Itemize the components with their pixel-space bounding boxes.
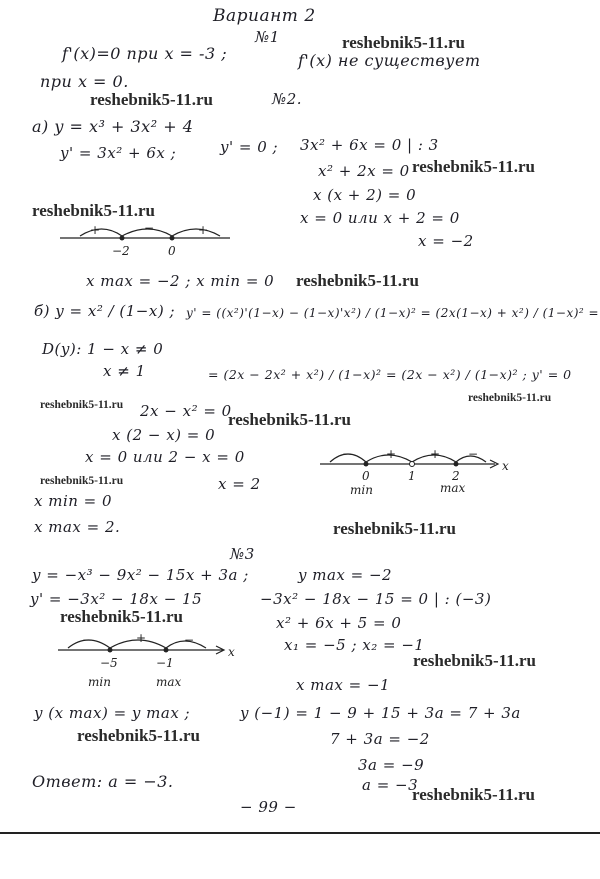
p2b-res1: x min = 0 [34,492,113,510]
p2b-res2: x max = 2. [34,518,121,536]
point [120,236,125,241]
max-label: max [156,675,182,689]
p2b-domain1: D(y): 1 − x ≠ 0 [42,340,164,358]
point [108,648,113,653]
point [364,462,369,467]
p3-calc2: 7 + 3a = −2 [330,730,430,748]
page-number: − 99 − [240,798,297,816]
point-label: 1 [408,469,416,483]
p2a-number-line [60,222,240,262]
axis-label: x [228,645,235,659]
sign: + [198,223,209,237]
p2b-eq2: x (2 − x) = 0 [112,426,216,444]
problem3-label: №3 [230,545,255,563]
p2b-simpl: = (2x − 2x² + x²) / (1−x)² = (2x − x²) / (1−x)² ; y' = 0 [208,367,572,382]
p3-calc4: a = −3 [362,776,419,794]
min-label: min [350,483,373,497]
watermark: reshebnik5-11.ru [333,519,456,538]
watermark: reshebnik5-11.ru [77,726,200,745]
p2b-header: б) y = x² / (1−x) ; [34,302,176,320]
p2a-zero: y' = 0 ; [220,138,279,156]
page-bottom-rule [0,832,600,834]
p2a-eq4: x = 0 или x + 2 = 0 [300,209,460,227]
p2a-eq3: x (x + 2) = 0 [313,186,417,204]
min-label: min [88,675,111,689]
watermark: reshebnik5-11.ru [412,785,535,804]
point [164,648,169,653]
p2a-eq5: x = −2 [418,232,474,250]
p2b-number-line [320,446,520,496]
sign: − [342,447,353,461]
point-label: 0 [168,244,176,258]
watermark: reshebnik5-11.ru [32,201,155,220]
sign: + [386,447,397,461]
watermark: reshebnik5-11.ru [228,410,351,429]
p3-calc1: y (−1) = 1 − 9 + 15 + 3a = 7 + 3a [240,704,521,722]
p2b-eq3: x = 0 или 2 − x = 0 [85,448,245,466]
p2b-deriv: y' = ((x²)'(1−x) − (1−x)'x²) / (1−x)² = (2x(1−x) + x²) / (1−x)² = [186,306,600,320]
point-label: −2 [112,244,130,258]
variant-title: Вариант 2 [213,6,316,26]
point-label: 2 [452,469,460,483]
watermark: reshebnik5-11.ru [40,475,124,487]
point [454,462,459,467]
p2b-eq1: 2x − x² = 0 [140,402,232,420]
watermark: reshebnik5-11.ru [413,651,536,670]
p3-xmax: x max = −1 [296,676,391,694]
p2b-eq4: x = 2 [218,475,261,493]
watermark: reshebnik5-11.ru [60,607,183,626]
p2a-eq2: x² + 2x = 0 [318,162,410,180]
axis-label: x [502,459,509,473]
p2a-eq1: 3x² + 6x = 0 | : 3 [300,136,439,154]
watermark: reshebnik5-11.ru [412,157,535,176]
p2a-deriv: y' = 3x² + 6x ; [60,144,177,162]
point-label: 0 [362,469,370,483]
watermark: reshebnik5-11.ru [342,33,465,52]
arc [80,229,122,236]
problem1-line2: при x = 0. [40,72,129,91]
arc [172,229,220,236]
point [170,236,175,241]
sign: + [430,447,441,461]
p2a-header: а) y = x³ + 3x² + 4 [32,117,194,136]
p3-roots: x₁ = −5 ; x₂ = −1 [284,636,425,654]
p3-calc3: 3a = −9 [358,756,425,774]
point-label: −5 [100,656,118,670]
p3-eq1: −3x² − 18x − 15 = 0 | : (−3) [260,590,492,608]
p3-ymax: y max = −2 [298,566,393,584]
p3-eq2: x² + 6x + 5 = 0 [276,614,402,632]
sign: + [90,223,101,237]
problem1-label: №1 [255,28,280,46]
sign: − [468,447,479,461]
sign: − [144,221,155,235]
p3-answer: Ответ: a = −3. [32,772,174,791]
sign: − [82,633,93,647]
watermark: reshebnik5-11.ru [40,399,124,411]
p3-func: y = −x³ − 9x² − 15x + 3a ; [32,566,249,584]
watermark: reshebnik5-11.ru [296,271,419,290]
p3-number-line [58,630,258,690]
p2b-domain2: x ≠ 1 [103,362,146,380]
max-label: max [440,481,466,495]
problem1-line1b: f'(x) не существует [298,51,481,70]
point-label: −1 [156,656,174,670]
problem2-label: №2. [272,90,303,108]
p3-deriv: y' = −3x² − 18x − 15 [30,590,203,608]
problem1-line1: f'(x)=0 при x = -3 ; [62,44,228,63]
watermark: reshebnik5-11.ru [90,90,213,109]
p3-cond: y (x max) = y max ; [34,704,191,722]
sign: − [184,633,195,647]
p2a-result: x max = −2 ; x min = 0 [86,272,275,290]
sign: + [136,631,147,645]
watermark: reshebnik5-11.ru [468,392,552,404]
point [410,462,415,467]
